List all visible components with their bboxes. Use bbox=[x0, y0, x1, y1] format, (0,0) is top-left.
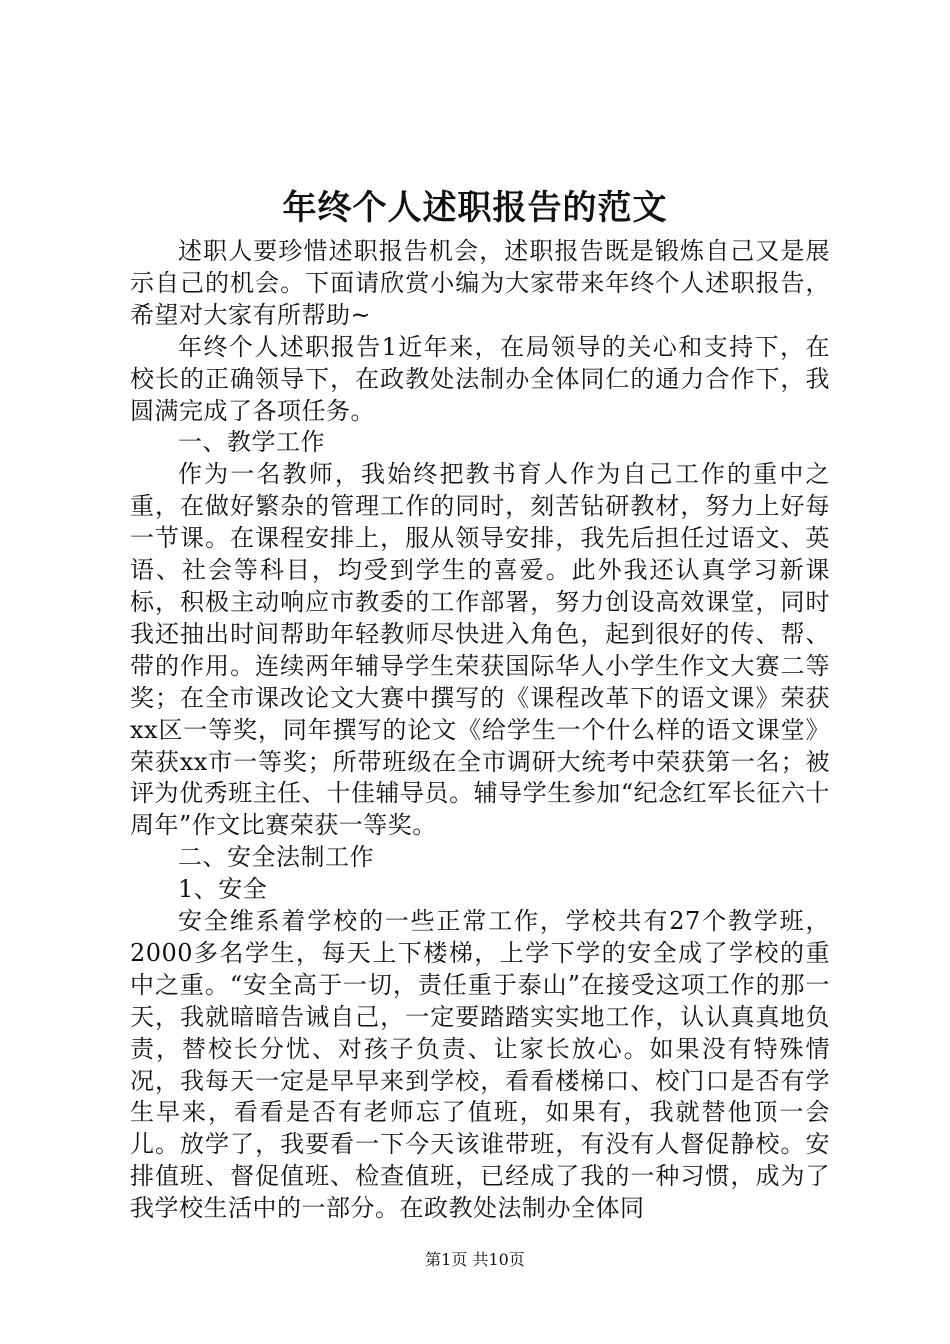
document-body bbox=[130, 236, 830, 1225]
subsection-heading-safety: 1、安全 bbox=[178, 875, 268, 904]
paragraph-report-opening: 年终个人述职报告1近年来，在局领导的关心和支持下，在校长的正确领导下，在政教处法制办全体同仁的通力合作下，我圆满完成了各项任务。 bbox=[130, 332, 830, 425]
section-heading-teaching: 一、教学工作 bbox=[178, 428, 325, 457]
paragraph-safety: 安全维系着学校的一些正常工作，学校共有27个教学班，2000多名学生，每天上下楼梯，上学下学的安全成了学校的重中之重。“安全高于一切，责任重于泰山”在接受这项工作的那一天，我就暗暗告诫自己，一定要踏踏实实地工作，认认真真地负责，替校长分忧、对孩子负责、让家长放心。如果没有特殊情况，我每天一定是早早来到学校，看看楼梯口、校门口是否有学生早来，看看是否有老师忘了值班，如果有，我就替他顶一会儿。放学了，我要看一下今天该谁带班，有没有人督促静校。安排值班、督促值班、检查值班，已经成了我的一种习惯，成为了我学校生活中的一部分。在政教处法制办全体同 bbox=[130, 907, 830, 1223]
document-title: 年终个人述职报告的范文 bbox=[282, 188, 668, 228]
section-heading-safety-law: 二、安全法制工作 bbox=[178, 843, 374, 872]
page-number-footer: 第1页 共10页 bbox=[425, 1250, 525, 1269]
paragraph-teaching: 作为一名教师，我始终把教书育人作为自己工作的重中之重，在做好繁杂的管理工作的同时，刻苦钻研教材，努力上好每一节课。在课程安排上，服从领导安排，我先后担任过语文、英语、社会等科目，均受到学生的喜爱。此外我还认真学习新课标，积极主动响应市教委的工作部署，努力创设高效课堂，同时我还抽出时间帮助年轻教师尽快进入角色，起到很好的传、帮、带的作用。连续两年辅导学生荣获国际华人小学生作文大赛二等奖；在全市课改论文大赛中撰写的《课程改革下的语文课》荣获xx区一等奖，同年撰写的论文《给学生一个什么样的语文课堂》荣获xx市一等奖；所带班级在全市调研大统考中荣获第一名；被评为优秀班主任、十佳辅导员。辅导学生参加“纪念红军长征六十周年”作文比赛荣获一等奖。 bbox=[130, 460, 830, 840]
paragraph-intro: 述职人要珍惜述职报告机会，述职报告既是锻炼自己又是展示自己的机会。下面请欣赏小编为大家带来年终个人述职报告，希望对大家有所帮助~ bbox=[130, 237, 830, 329]
